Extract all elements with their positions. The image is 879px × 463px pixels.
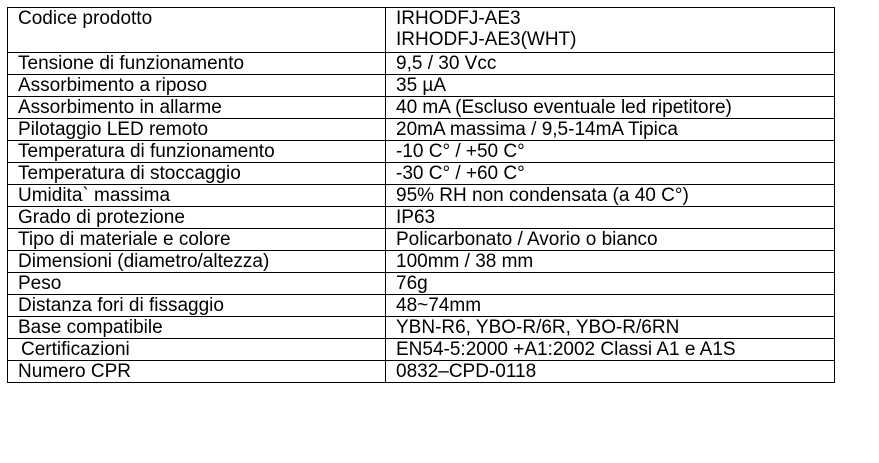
table-row — [8, 141, 835, 163]
spec-label: Assorbimento in allarme — [8, 97, 386, 119]
table-row — [8, 53, 835, 75]
table-row — [8, 361, 835, 383]
spec-value: 76g — [386, 273, 835, 295]
spec-value: 48~74mm — [386, 295, 835, 317]
spec-value: 35 µA — [386, 75, 835, 97]
table-row — [8, 75, 835, 97]
table-row — [8, 339, 835, 361]
spec-value: 40 mA (Escluso eventuale led ripetitore) — [386, 97, 835, 119]
table-row — [8, 97, 835, 119]
table-row — [8, 295, 835, 317]
table-row — [8, 163, 835, 185]
spec-value-line: IRHODFJ-AE3 — [396, 8, 521, 29]
spec-value: Policarbonato / Avorio o bianco — [386, 229, 835, 251]
table-row — [8, 251, 835, 273]
spec-label: Codice prodotto — [8, 8, 386, 53]
table-row — [8, 207, 835, 229]
spec-value: -30 C° / +60 C° — [386, 163, 835, 185]
spec-value — [386, 8, 835, 53]
spec-value: 20mA massima / 9,5-14mA Tipica — [386, 119, 835, 141]
table-row — [8, 229, 835, 251]
spec-label: Base compatibile — [8, 317, 386, 339]
spec-value: YBN-R6, YBO-R/6R, YBO-R/6RN — [386, 317, 835, 339]
spec-label: Temperatura di funzionamento — [8, 141, 386, 163]
spec-label: Umidita` massima — [8, 185, 386, 207]
spec-label: Numero CPR — [8, 361, 386, 383]
spec-value: EN54-5:2000 +A1:2002 Classi A1 e A1S — [386, 339, 835, 361]
table-row — [8, 185, 835, 207]
table-row — [8, 317, 835, 339]
spec-label: Tensione di funzionamento — [8, 53, 386, 75]
spec-value: 9,5 / 30 Vcc — [386, 53, 835, 75]
spec-table — [7, 7, 835, 383]
spec-label: Certificazioni — [8, 339, 386, 361]
spec-value: -10 C° / +50 C° — [386, 141, 835, 163]
spec-value: 100mm / 38 mm — [386, 251, 835, 273]
spec-value: IP63 — [386, 207, 835, 229]
spec-label: Temperatura di stoccaggio — [8, 163, 386, 185]
spec-value: 95% RH non condensata (a 40 C°) — [386, 185, 835, 207]
spec-value: 0832–CPD-0118 — [386, 361, 835, 383]
spec-label: Tipo di materiale e colore — [8, 229, 386, 251]
spec-label: Pilotaggio LED remoto — [8, 119, 386, 141]
spec-label: Peso — [8, 273, 386, 295]
table-row — [8, 119, 835, 141]
table-row — [8, 8, 835, 53]
spec-label: Grado di protezione — [8, 207, 386, 229]
table-row — [8, 273, 835, 295]
spec-label: Distanza fori di fissaggio — [8, 295, 386, 317]
spec-label: Assorbimento a riposo — [8, 75, 386, 97]
spec-label: Dimensioni (diametro/altezza) — [8, 251, 386, 273]
spec-value-line: IRHODFJ-AE3(WHT) — [396, 29, 577, 50]
